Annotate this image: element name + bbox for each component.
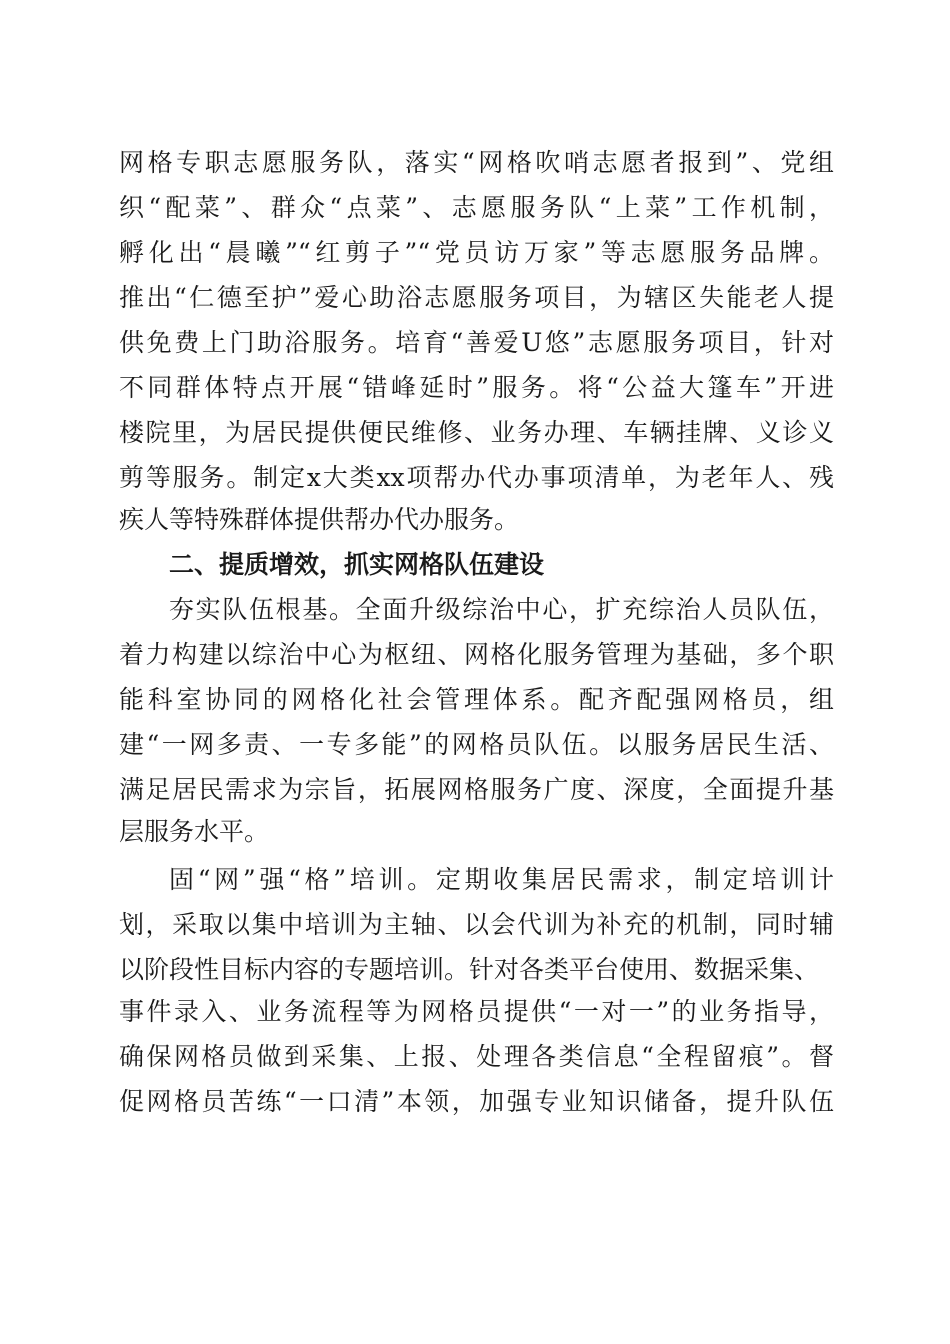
paragraph-1-line-9: 疾人等特殊群体提供帮办代办服务。 bbox=[119, 505, 520, 534]
paragraph-1-line-5: 供免费上门助浴服务。培育“善爱U悠”志愿服务项目，针对 bbox=[119, 328, 834, 357]
paragraph-1-line-8: 剪等服务。制定x大类xx项帮办代办事项清单，为老年人、残 bbox=[119, 463, 834, 492]
section-heading-2: 二、提质增效，抓实网格队伍建设 bbox=[169, 550, 545, 579]
paragraph-3-line-5: 确保网格员做到采集、上报、处理各类信息“全程留痕”。督 bbox=[119, 1042, 834, 1071]
paragraph-1-line-2: 织“配菜”、群众“点菜”、志愿服务队“上菜”工作机制， bbox=[119, 193, 834, 222]
paragraph-2-line-3: 能科室协同的网格化社会管理体系。配齐配强网格员，组 bbox=[119, 685, 834, 714]
paragraph-1-line-7: 楼院里，为居民提供便民维修、业务办理、车辆挂牌、义诊义 bbox=[119, 418, 834, 447]
paragraph-1-line-4: 推出“仁德至护”爱心助浴志愿服务项目，为辖区失能老人提 bbox=[119, 283, 834, 312]
paragraph-3-line-4: 事件录入、业务流程等为网格员提供“一对一”的业务指导， bbox=[119, 997, 834, 1026]
paragraph-2-line-2: 着力构建以综治中心为枢纽、网格化服务管理为基础，多个职 bbox=[119, 640, 834, 669]
paragraph-1-line-3: 孵化出“晨曦”“红剪子”“党员访万家”等志愿服务品牌。 bbox=[119, 238, 834, 267]
paragraph-3-line-2: 划，采取以集中培训为主轴、以会代训为补充的机制，同时辅 bbox=[119, 910, 834, 939]
paragraph-3-line-3: 以阶段性目标内容的专题培训。针对各类平台使用、数据采集、 bbox=[119, 955, 820, 984]
paragraph-2-line-5: 满足居民需求为宗旨，拓展网格服务广度、深度，全面提升基 bbox=[119, 775, 834, 804]
paragraph-2-line-4: 建“一网多责、一专多能”的网格员队伍。以服务居民生活、 bbox=[119, 730, 834, 759]
paragraph-3-line-6: 促网格员苦练“一口清”本领，加强专业知识储备，提升队伍 bbox=[119, 1087, 834, 1116]
paragraph-1-line-6: 不同群体特点开展“错峰延时”服务。将“公益大篷车”开进 bbox=[119, 373, 834, 402]
paragraph-2-line-6: 层服务水平。 bbox=[119, 817, 270, 846]
paragraph-3-line-1: 固“网”强“格”培训。定期收集居民需求，制定培训计 bbox=[169, 865, 834, 894]
paragraph-2-line-1: 夯实队伍根基。全面升级综治中心，扩充综治人员队伍， bbox=[169, 595, 834, 624]
paragraph-1-line-1: 网格专职志愿服务队，落实“网格吹哨志愿者报到”、党组 bbox=[119, 148, 834, 177]
